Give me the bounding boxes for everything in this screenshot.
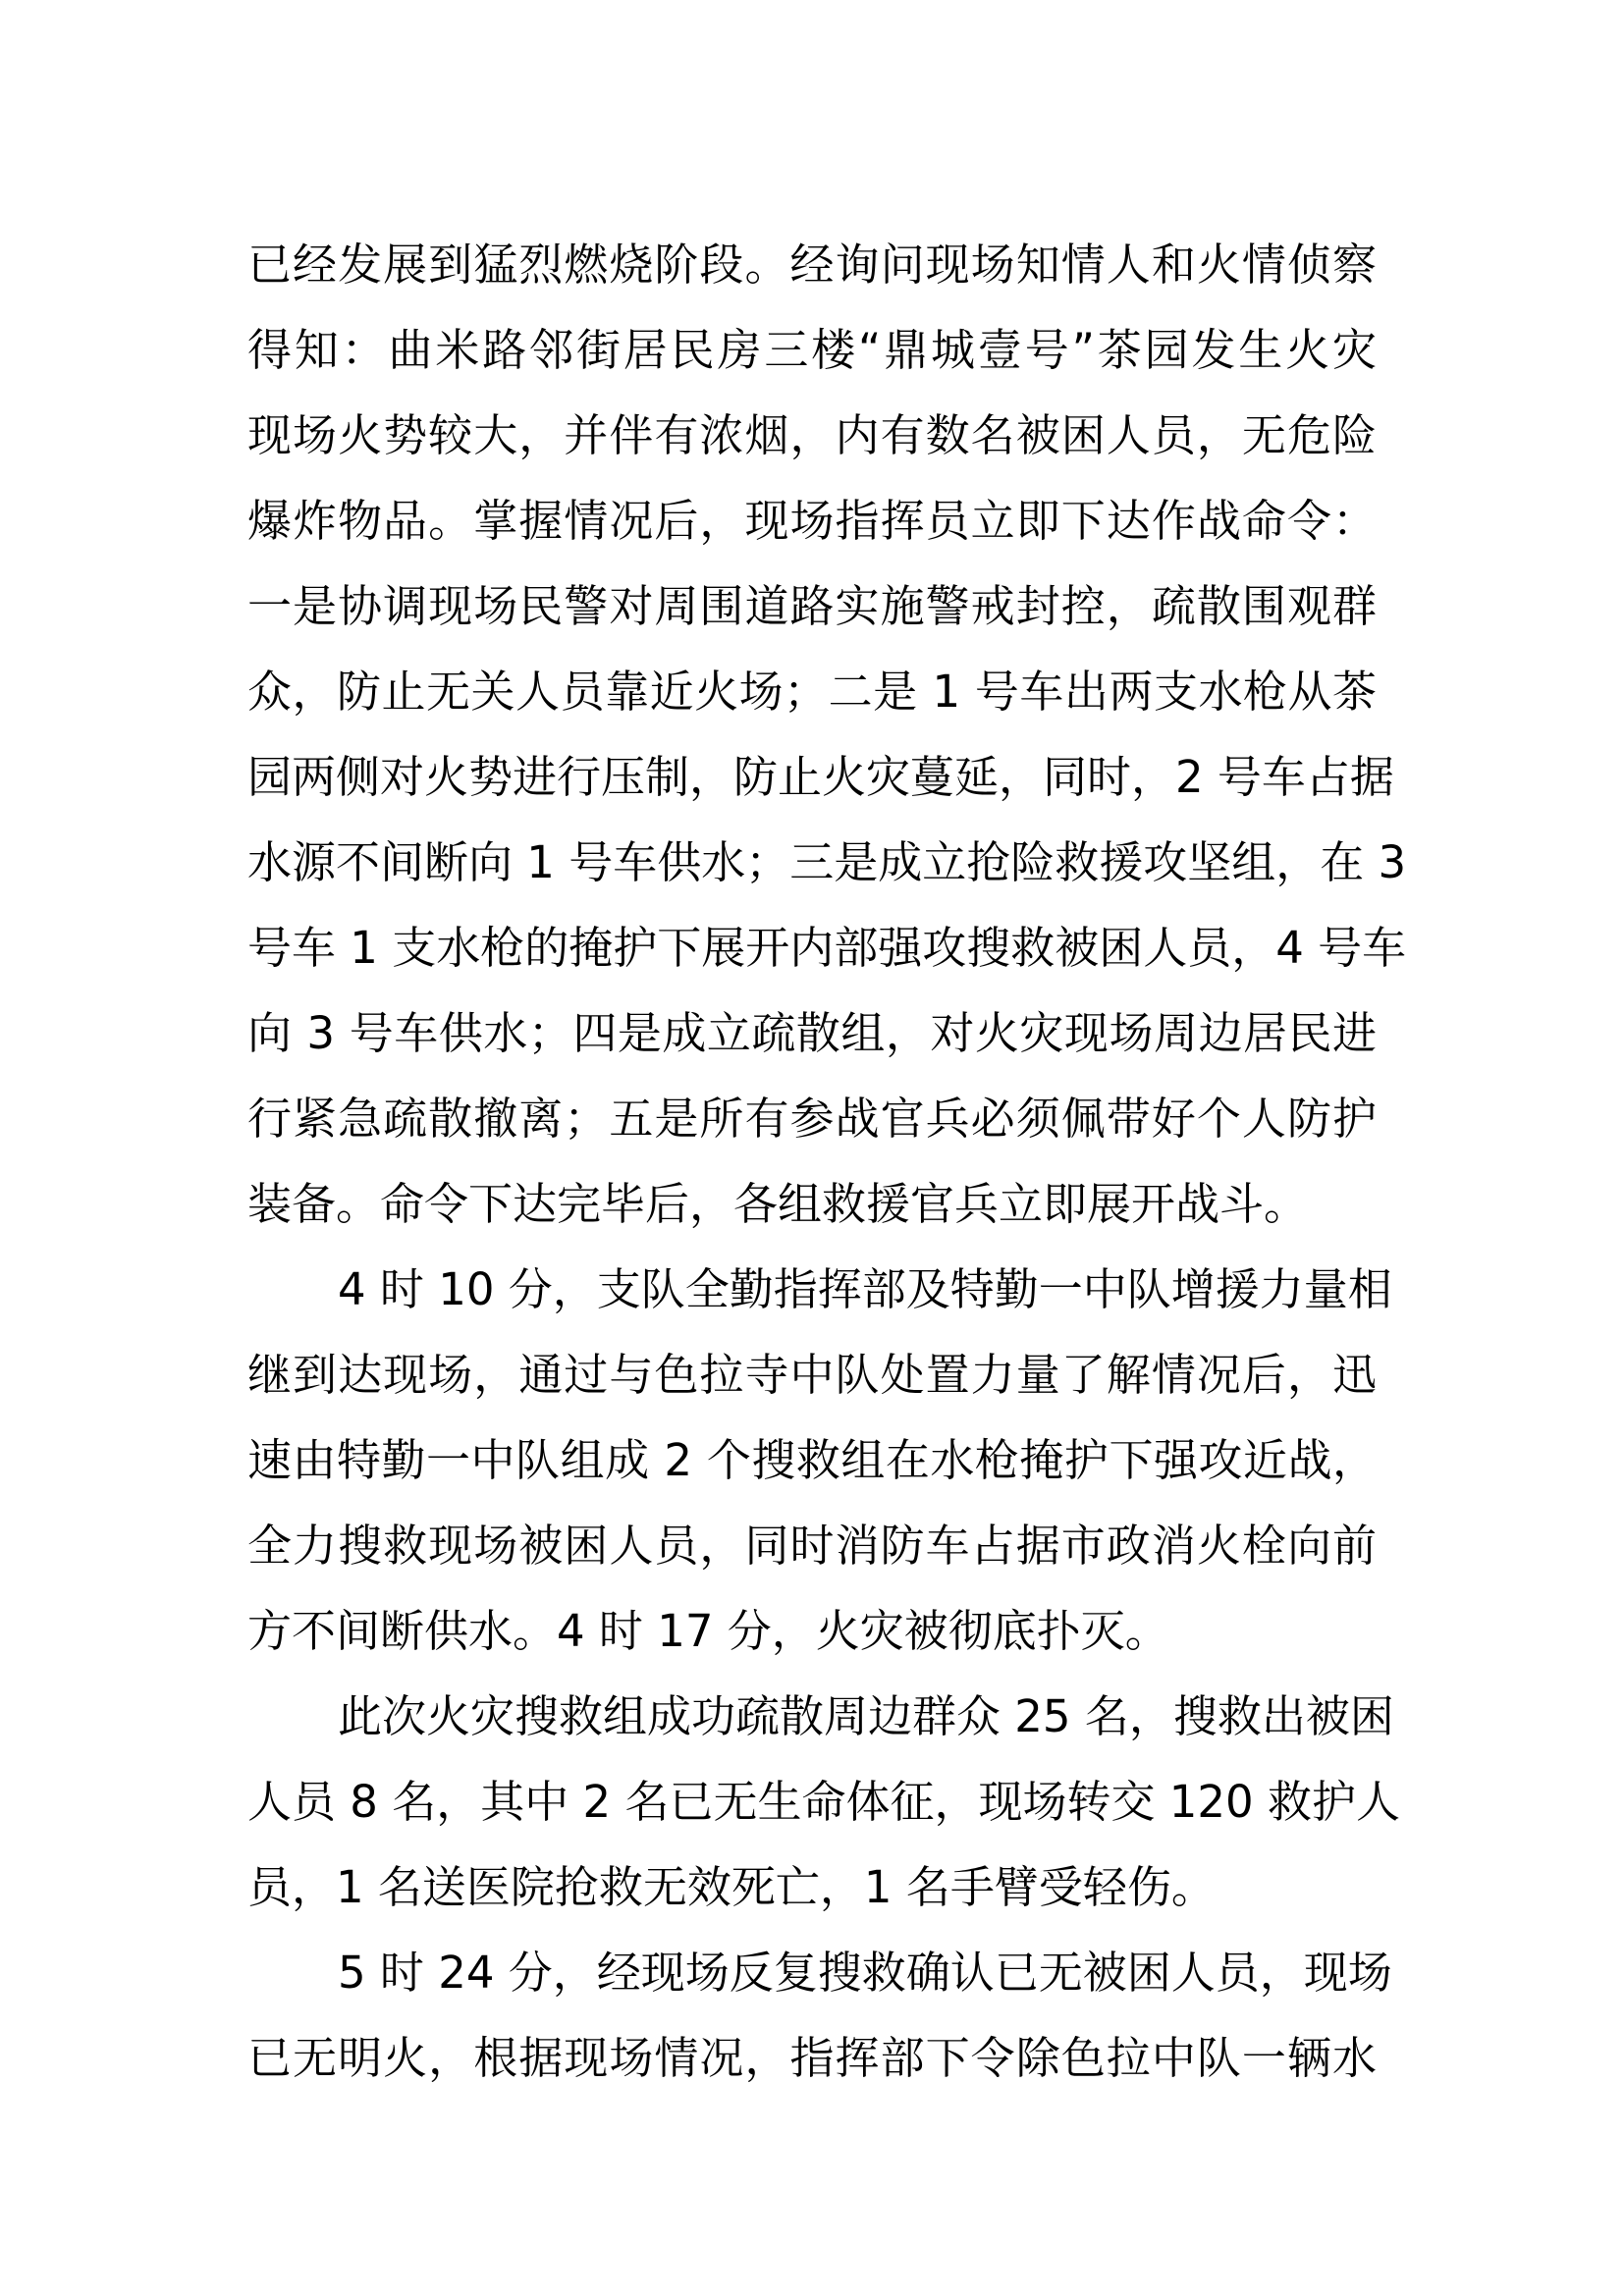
- text-line: 一是协调现场民警对周围道路实施警戒封控，疏散围观群: [247, 580, 1377, 632]
- text-line: 已无明火，根据现场情况，指挥部下令除色拉中队一辆水: [247, 2032, 1377, 2084]
- paragraph-2: [247, 1247, 1392, 1674]
- text-line: 装备。命令下达完毕后，各组救援官兵立即展开战斗。: [247, 1178, 1309, 1230]
- text-line: 现场火势较大，并伴有浓烟，内有数名被困人员，无危险: [247, 409, 1377, 461]
- text-line-first: 4 时 10 分，支队全勤指挥部及特勤一中队增援力量相: [338, 1263, 1392, 1315]
- text-line: 速由特勤一中队组成 2 个搜救组在水枪掩护下强攻近战，: [247, 1434, 1377, 1486]
- text-line: 水源不间断向 1 号车供水；三是成立抢险救援攻坚组，在 3: [247, 836, 1407, 888]
- text-line: 继到达现场，通过与色拉寺中队处置力量了解情况后，迅: [247, 1349, 1377, 1401]
- text-line-first: 5 时 24 分，经现场反复搜救确认已无被困人员，现场: [338, 1947, 1392, 1999]
- text-line: 行紧急疏散撤离；五是所有参战官兵必须佩带好个人防护: [247, 1093, 1377, 1145]
- paragraph-1: [247, 222, 1407, 1247]
- text-line-first: 此次火灾搜救组成功疏散周边群众 25 名，搜救出被困: [338, 1690, 1394, 1742]
- text-line: 已经发展到猛烈燃烧阶段。经询问现场知情人和火情侦察: [247, 239, 1377, 291]
- text-line: 园两侧对火势进行压制，防止火灾蔓延，同时，2 号车占据: [247, 751, 1394, 803]
- text-line: 众，防止无关人员靠近火场；二是 1 号车出两支水枪从茶: [247, 666, 1377, 718]
- text-line: 人员 8 名，其中 2 名已无生命体征，现场转交 120 救护人: [247, 1776, 1400, 1828]
- paragraph-4: [247, 1930, 1392, 2101]
- body-text: [247, 222, 1407, 2101]
- text-line: 员，1 名送医院抢救无效死亡，1 名手臂受轻伤。: [247, 1861, 1216, 1913]
- text-line: 向 3 号车供水；四是成立疏散组，对火灾现场周边居民进: [247, 1007, 1377, 1059]
- text-line: 号车 1 支水枪的掩护下展开内部强攻搜救被困人员，4 号车: [247, 922, 1407, 974]
- text-line: 全力搜救现场被困人员，同时消防车占据市政消火栓向前: [247, 1520, 1377, 1572]
- text-line: 方不间断供水。4 时 17 分，火灾被彻底扑灭。: [247, 1605, 1169, 1657]
- text-line: 得知：曲米路邻街居民房三楼“鼎城壹号”茶园发生火灾: [247, 324, 1377, 376]
- paragraph-3: [247, 1674, 1400, 1930]
- text-line: 爆炸物品。掌握情况后，现场指挥员立即下达作战命令：: [247, 495, 1377, 547]
